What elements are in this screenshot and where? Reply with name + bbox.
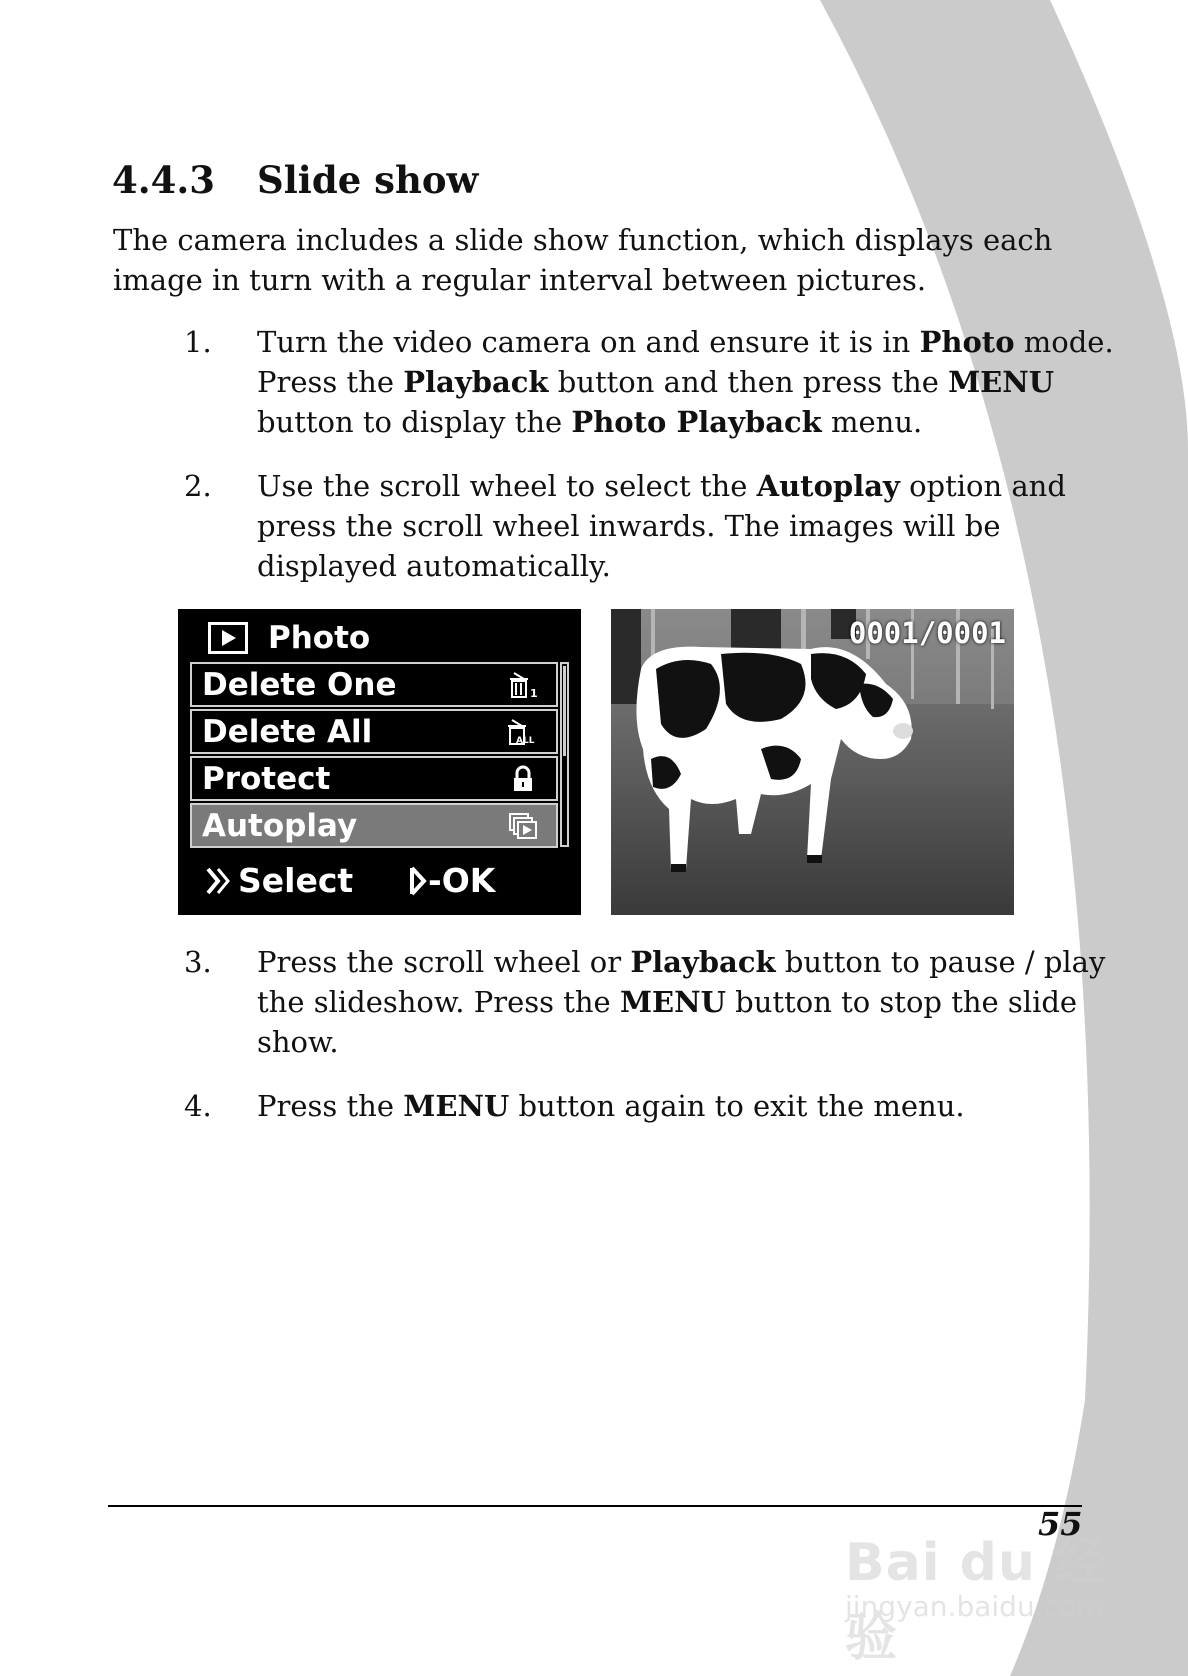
step-bold-text: MENU bbox=[948, 365, 1055, 399]
delete-one-icon bbox=[508, 671, 538, 699]
section-number: 4.4.3 bbox=[112, 158, 215, 202]
step-text: button to display the bbox=[257, 405, 572, 439]
step-bold-text: MENU bbox=[403, 1089, 510, 1123]
lock-icon bbox=[508, 765, 538, 793]
step-bold-text: Photo Playback bbox=[571, 405, 822, 439]
intro-line: The camera includes a slide show function, which displays each bbox=[113, 223, 1053, 257]
step-text: button to pause / play bbox=[775, 945, 1106, 979]
step-text: show. bbox=[257, 1025, 339, 1059]
menu-item-label: Delete One bbox=[202, 667, 397, 703]
step-text: Press the scroll wheel or bbox=[257, 945, 631, 979]
intro-paragraph bbox=[113, 220, 1053, 300]
step-text: press the scroll wheel inwards. The images will be bbox=[257, 509, 1001, 543]
playback-icon bbox=[208, 622, 248, 654]
footer-select-label: Select bbox=[238, 861, 354, 900]
step-bold-text: Autoplay bbox=[756, 469, 900, 503]
step-text: Use the scroll wheel to select the bbox=[257, 469, 757, 503]
step-bold-text: Photo bbox=[919, 325, 1015, 359]
menu-list bbox=[190, 662, 558, 850]
menu-title bbox=[208, 618, 370, 658]
footer-ok-label: -OK bbox=[428, 861, 496, 900]
svg-text:ALL: ALL bbox=[516, 736, 535, 746]
step-text: option and bbox=[899, 469, 1066, 503]
step-text: button and then press the bbox=[548, 365, 949, 399]
menu-scrollbar[interactable] bbox=[560, 662, 569, 847]
watermark-url: jingyan.baidu.com bbox=[845, 1590, 1104, 1623]
slideshow-icon bbox=[508, 812, 538, 840]
delete-all-icon bbox=[508, 718, 538, 746]
step-bold-text: Playback bbox=[630, 945, 776, 979]
step-number: 2. bbox=[184, 469, 212, 503]
menu-item-label: Autoplay bbox=[202, 808, 358, 844]
footer-select bbox=[204, 861, 353, 900]
menu-item-delete-all[interactable] bbox=[190, 709, 558, 754]
step-bold-text: Playback bbox=[403, 365, 549, 399]
step-text: Press the bbox=[257, 365, 404, 399]
step-text: displayed automatically. bbox=[257, 549, 611, 583]
step-number: 3. bbox=[184, 945, 212, 979]
menu-item-autoplay[interactable] bbox=[190, 803, 558, 848]
svg-text:1: 1 bbox=[530, 687, 538, 699]
step-bold-text: MENU bbox=[619, 985, 726, 1019]
scroll-wheel-icon bbox=[204, 865, 238, 897]
menu-item-label: Delete All bbox=[202, 714, 373, 750]
camera-menu-screen bbox=[178, 609, 581, 915]
step-number: 1. bbox=[184, 325, 212, 359]
step-text: Press the bbox=[257, 1089, 404, 1123]
press-wheel-icon bbox=[408, 865, 428, 897]
section-title: Slide show bbox=[257, 158, 479, 202]
step-text: the slideshow. Press the bbox=[257, 985, 620, 1019]
section-heading bbox=[112, 158, 478, 202]
watermark-logo: Bai du 经验 bbox=[845, 1533, 1108, 1668]
intro-line: image in turn with a regular interval between pictures. bbox=[113, 263, 927, 297]
step-text: button again to exit the menu. bbox=[509, 1089, 965, 1123]
menu-item-delete-one[interactable] bbox=[190, 662, 558, 707]
step-text: Turn the video camera on and ensure it is in bbox=[257, 325, 920, 359]
step-number: 4. bbox=[184, 1089, 212, 1123]
menu-item-protect[interactable] bbox=[190, 756, 558, 801]
footer-ok bbox=[408, 861, 495, 900]
step-text: menu. bbox=[821, 405, 923, 439]
scroll-thumb[interactable] bbox=[563, 666, 566, 756]
step-text: mode. bbox=[1014, 325, 1114, 359]
menu-item-label: Protect bbox=[202, 761, 331, 797]
cow-photo-image bbox=[611, 609, 1014, 915]
cow-photo bbox=[611, 609, 1014, 915]
step-text: button to stop the slide bbox=[725, 985, 1078, 1019]
menu-title-label: Photo bbox=[268, 620, 371, 656]
page-number: 55 bbox=[1038, 1505, 1083, 1543]
image-counter: 0001/0001 bbox=[848, 616, 1006, 650]
